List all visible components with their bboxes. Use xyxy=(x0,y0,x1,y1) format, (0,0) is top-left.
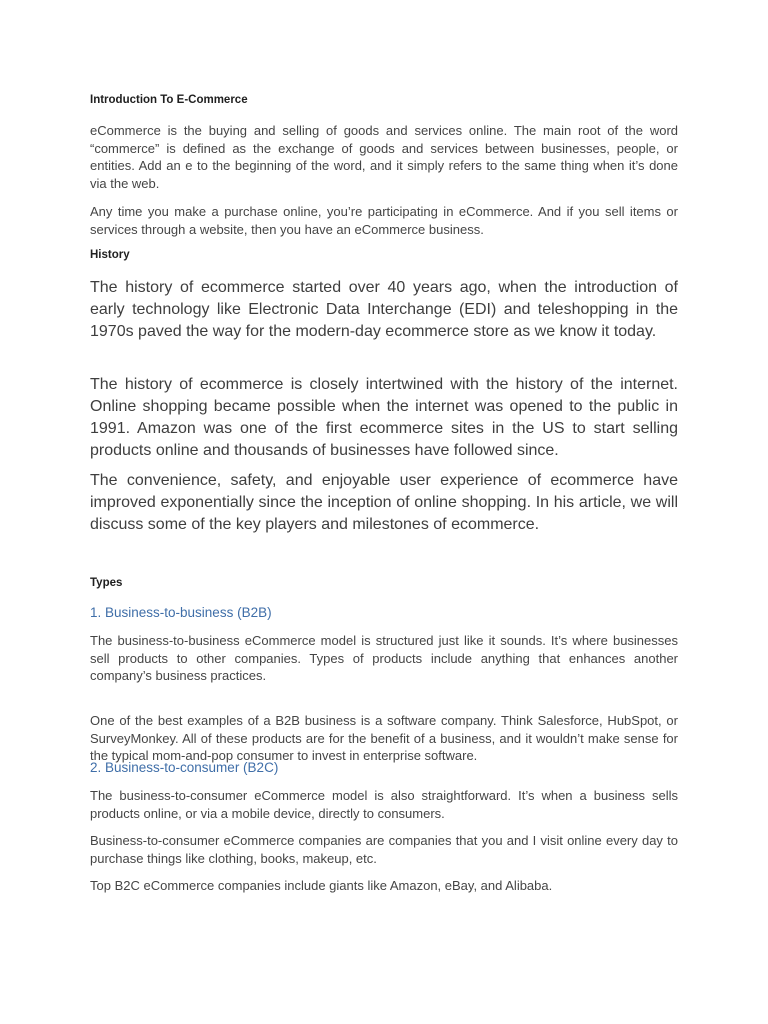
history-paragraph-1: The history of ecommerce started over 40 years ago, when the introduction of early technology like Electronic Data Interchange (EDI) and teleshopping in the 1970s paved the way for the modern-day ecommerce store as we know it today. xyxy=(90,279,678,340)
history-heading: History xyxy=(90,249,130,261)
b2b-paragraph-1: The business-to-business eCommerce model is structured just like it sounds. It’s where businesses sell products to other companies. Types of products include anything that enhances another company’s business practices. xyxy=(90,633,678,683)
types-heading: Types xyxy=(90,577,123,589)
intro-heading: Introduction To E-Commerce xyxy=(90,94,248,106)
history-paragraph-3: The convenience, safety, and enjoyable user experience of ecommerce have improved exponentially since the inception of online shopping. In his article, we will discuss some of the key players and milestones of ecommerce. xyxy=(90,472,678,533)
b2c-paragraph-1: The business-to-consumer eCommerce model is also straightforward. It’s when a business sells products online, or via a mobile device, directly to consumers. xyxy=(90,788,678,821)
intro-paragraph-1: eCommerce is the buying and selling of goods and services online. The main root of the word “commerce” is defined as the exchange of goods and services between businesses, people, or entities. Add an e to the beginning of the word, and it simply refers to the same thing when it’s done via the web. xyxy=(90,123,678,191)
b2b-subheading: 1. Business-to-business (B2B) xyxy=(90,605,272,620)
intro-paragraph-2: Any time you make a purchase online, you’re participating in eCommerce. And if you sell items or services through a website, then you have an eCommerce business. xyxy=(90,204,678,237)
b2c-paragraph-2: Business-to-consumer eCommerce companies are companies that you and I visit online every day to purchase things like clothing, books, makeup, etc. xyxy=(90,833,678,866)
b2c-paragraph-3: Top B2C eCommerce companies include giants like Amazon, eBay, and Alibaba. xyxy=(90,878,553,893)
history-paragraph-2: The history of ecommerce is closely intertwined with the history of the internet. Online shopping became possible when the internet was opened to the public in 1991. Amazon was one of the first ecommerce sites in the US to start selling products online and thousands of businesses have followed since. xyxy=(90,376,678,459)
b2b-paragraph-2: One of the best examples of a B2B business is a software company. Think Salesforce, HubSpot, or SurveyMonkey. All of these products are for the benefit of a business, and it wouldn’t make sense for the typical mom-and-pop consumer to invest in enterprise software. xyxy=(90,713,678,763)
b2c-subheading: 2. Business-to-consumer (B2C) xyxy=(90,760,279,775)
